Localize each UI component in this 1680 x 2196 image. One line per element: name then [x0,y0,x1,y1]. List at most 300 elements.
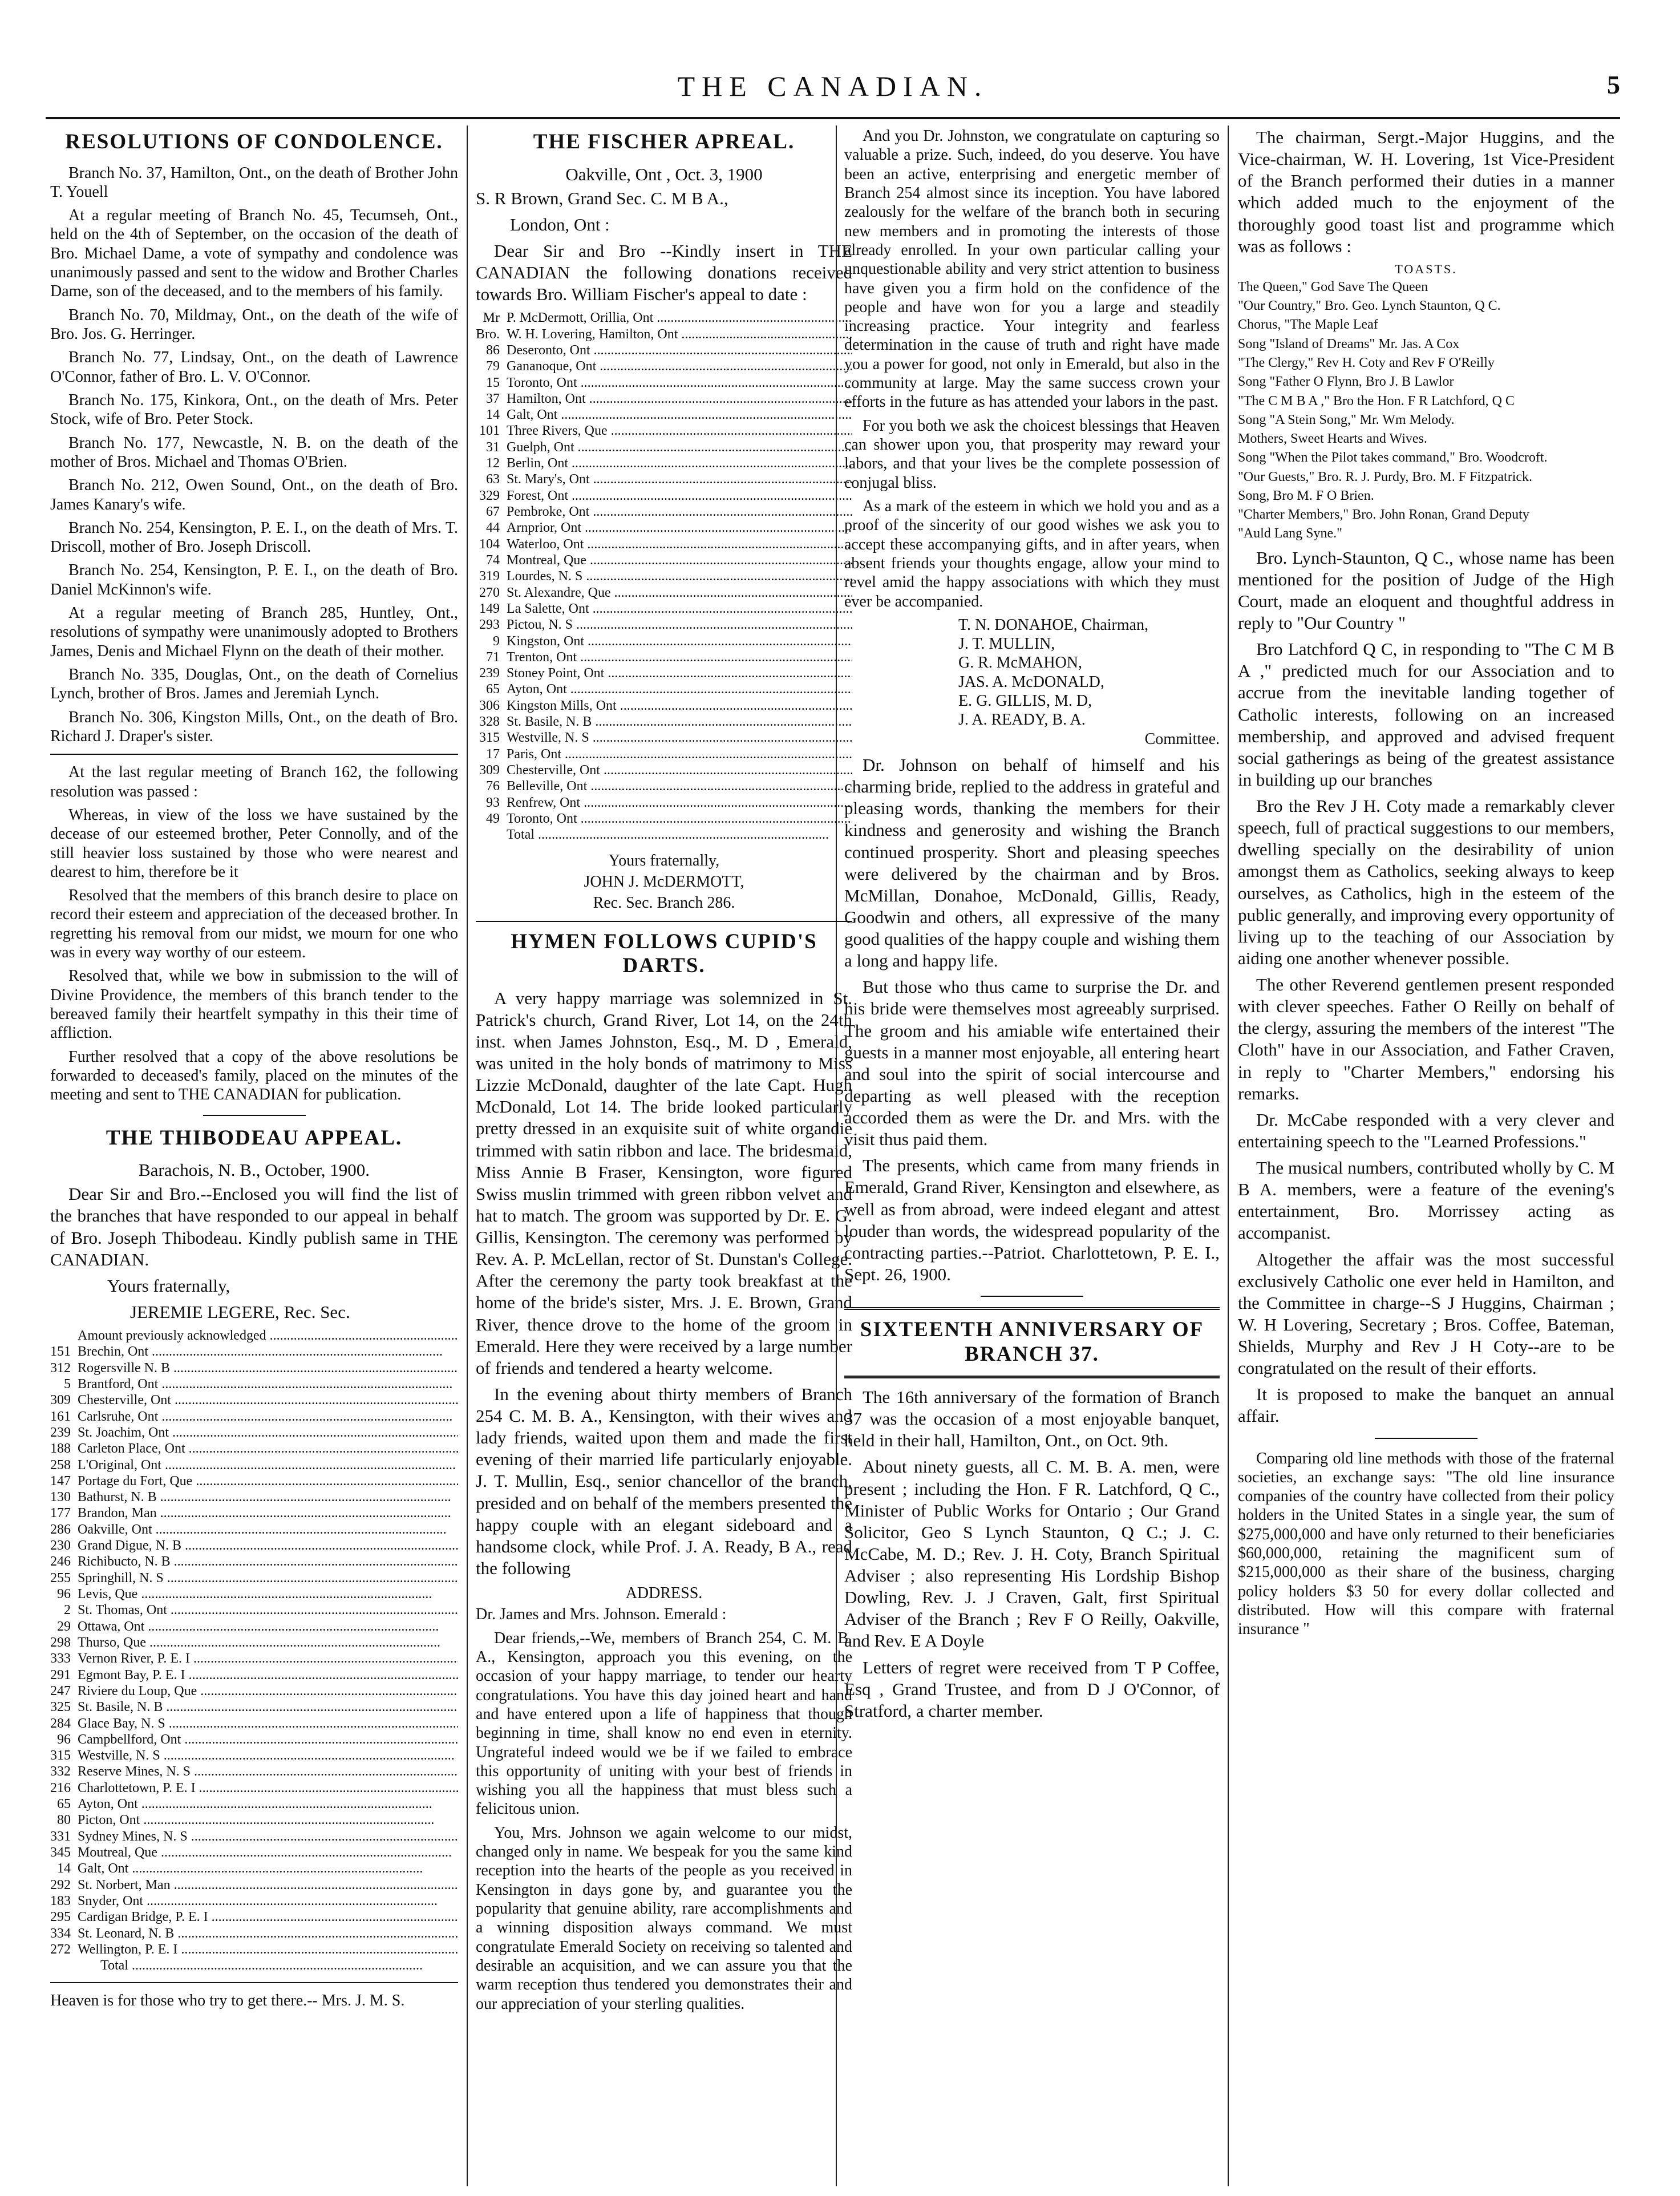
list-item [50,1683,458,1699]
branch-number: 306 [479,698,500,713]
branch-number: 309 [50,1393,71,1408]
list-item [50,1796,458,1812]
list-item [50,1538,458,1554]
list-item [476,488,852,504]
list-item [476,730,852,746]
branch-place: P. McDermott, Orillia, Ont [507,310,654,326]
toasts-label: TOASTS. [1395,261,1458,276]
branch-place: Forest, Ont [507,488,568,503]
branch-number: 312 [50,1360,71,1376]
address-label: ADDRESS. [625,1584,703,1603]
branch-place: Westville, N. S [78,1748,160,1764]
list-item [476,617,852,633]
list-item [476,471,852,487]
branch-place: St. Alexandre, Que [507,585,611,600]
list-item [50,1457,458,1473]
list-item [476,778,852,794]
fischer-heading: THE FISCHER APREAL. [533,130,795,153]
branch-number: 258 [50,1457,71,1473]
branch-place: Galt, Ont [507,407,558,423]
section-rule [50,754,458,755]
branch-place: Carlsruhe, Ont [78,1409,159,1424]
column-divider [467,126,468,2186]
section-rule [476,921,852,922]
condolence-notice: Branch No. 37, Hamilton, Ont., on the death of Brother John T. Youell [50,164,458,201]
list-item [476,795,852,811]
branch-place: Gananoque, Ont [507,359,597,374]
list-item [50,1376,458,1392]
branch-number: Mr [483,310,500,326]
address-salutation: Dr. James and Mrs. Johnson. Emerald : [476,1605,727,1624]
branch-place: Snyder, Ont [78,1893,144,1908]
branch-number: 239 [479,666,500,681]
branch-number: 65 [486,682,500,697]
sixteenth-paragraph: It is proposed to make the banquet an annual affair. [1238,1384,1614,1426]
branch-place: Westville, N. S [507,730,589,746]
branch-place: Richibucto, N. B [78,1554,171,1570]
branch-place: Ayton, Ont [78,1797,138,1812]
list-item [476,681,852,697]
list-item [50,1522,458,1538]
branch-number: 37 [486,391,500,406]
committee-label: Committee. [1144,730,1220,748]
list-item [476,375,852,391]
branch-number: 151 [50,1344,71,1360]
list-item [50,1893,458,1909]
branch-place: Ottawa, Ont [78,1619,145,1634]
hymen-heading: HYMEN FOLLOWS CUPID'S DARTS. [511,929,817,978]
list-item [476,568,852,584]
committee-member: G. R. McMAHON, [958,654,1082,672]
fischer-donation-list [476,310,852,843]
branch-number: 295 [50,1910,71,1925]
fischer-signoff: Yours fraternally, [608,851,720,869]
list-item [50,1619,458,1635]
branch-place: Moutreal, Que [78,1845,157,1861]
branch-number: 2 [64,1603,71,1618]
condolence-notice: At a regular meeting of Branch 285, Huntley, Ont., resolutions of sympathy were unanimously adopted to Brothers James, Denis and Michael Flynn on the death of their mother. [50,604,458,660]
hymen-paragraph: The presents, which came from many friends in Emerald, Grand River, Kensington and elsewhere, as well as from abroad, were indeed elegant and attest louder than words, the widespread popularity of the contracting parties.--Patriot. Charlottetown, P. E. I., Sept. 26, 1900. [844,1155,1220,1284]
list-item [476,423,852,439]
list-item [476,342,852,358]
previous-label: Amount previously acknowledged [78,1328,266,1344]
thibodeau-signoff: Yours fraternally, [107,1275,230,1296]
branch-number: 291 [50,1667,71,1683]
branch-number: 63 [486,472,500,487]
branch-number: 79 [486,359,500,374]
branch-number: 239 [50,1425,71,1440]
toast-item: "Our Guests," Bro. R. J. Purdy, Bro. M. F Fitzpatrick. [1238,469,1533,484]
branch-place: Bathurst, N. B [78,1490,157,1505]
branch-number: 74 [486,552,500,568]
list-item [476,504,852,520]
total-label: Total [100,1958,128,1973]
branch-place: Renfrew, Ont [507,795,581,810]
branch-number: 65 [57,1797,71,1812]
list-item [476,762,852,778]
list-item [476,391,852,407]
toast-list [1238,279,1614,543]
section-rule [50,1982,458,1983]
branch-place: Pictou, N. S [507,617,573,633]
thibodeau-donation-list [50,1328,458,1974]
branch-number: 147 [50,1473,71,1489]
sixteenth-paragraph: Bro. Lynch-Staunton, Q C., whose name has been mentioned for the position of Judge of the High Court, made an eloquent and thoughtful address in reply to "Our Country " [1238,547,1614,633]
branch-place: Lourdes, N. S [507,569,583,584]
branch-place: Glace Bay, N. S [78,1716,165,1731]
branch-place: Arnprior, Ont [507,520,582,536]
branch-place: Brandon, Man [78,1506,157,1521]
branch-place: St. Basile, N. B [507,714,592,730]
list-item [50,1651,458,1667]
branch-place: Kingston Mills, Ont [507,698,617,713]
branch-number: 9 [493,633,500,649]
thibodeau-letter: Dear Sir and Bro.--Enclosed you will find the list of the branches that have responded to our appeal in behalf of Bro. Joseph Thibodeau. Kindly publish same in THE CANADIAN. [50,1184,458,1269]
condolence-notice: Branch No. 254, Kensington, P. E. I., on the death of Mrs. T. Driscoll, mother of Bro. Joseph Driscoll. [50,519,458,556]
section-rule [203,1115,306,1116]
list-total [476,827,852,843]
list-item [476,698,852,714]
fischer-letter: Dear Sir and Bro --Kindly insert in THE CANADIAN the following donations received towards Bro. William Fischer's appeal to date : [476,240,852,305]
list-item [476,649,852,665]
toast-item: "Auld Lang Syne." [1238,526,1342,541]
committee-member: J. A. READY, B. A. [958,711,1086,729]
branch-place: Reserve Mines, N. S [78,1764,191,1780]
branch-place: Charlottetown, P. E. I [78,1780,196,1795]
branch-place: Pembroke, Ont [507,504,590,520]
list-item [50,1602,458,1618]
toast-item: Song "When the Pilot takes command," Bro. Woodcroft. [1238,450,1548,466]
fischer-rows [476,310,852,827]
list-item [50,1441,458,1457]
branch-number: 292 [50,1877,71,1892]
list-item [476,714,852,730]
branch-number: 15 [486,375,500,390]
condolence-notice: Branch No. 306, Kingston Mills, Ont., on the death of Bro. Richard J. Draper's sister. [50,708,458,745]
branch-number: 334 [50,1926,71,1941]
branch-place: Kingston, Ont [507,633,585,649]
condolence-notices [50,164,458,746]
sixteenth-paragraph: About ninety guests, all C. M. B. A. men, were present ; including the Hon. F R. Latchford, Q C., Minister of Public Works for Ontario ; Our Grand Solicitor, Geo S Lynch Staunton, Q C.; J. C. McCabe, M. D.; Rev. J. H. Coty, Branch Spiritual Adviser ; also representing His Lordship Bishop Dowling, Rev. J. J Craven, Galt, first Spiritual Adviser of the Branch ; Rev F O Reilly, Oakville, and Rev. E A Doyle [844,1457,1220,1651]
column-3 [844,127,1220,2186]
branch-place: Grand Digue, N. B [78,1538,181,1554]
list-item [50,1586,458,1602]
branch-number: 315 [479,730,500,746]
branch-place: Portage du Fort, Que [78,1473,193,1489]
branch-place: Chesterville, Ont [78,1393,171,1408]
list-item [476,746,852,762]
list-item [476,407,852,423]
branch-place: Campbellford, Ont [78,1732,181,1747]
list-item [50,1667,458,1683]
sixteenth-heading: SIXTEENTH ANNIVERSARY OF BRANCH 37. [860,1318,1204,1366]
branch-place: Toronto, Ont [507,375,577,390]
branch-place: Brechin, Ont [78,1344,148,1360]
branch-place: Rogersville N. B [78,1360,170,1376]
committee-member: T. N. DONAHOE, Chairman, [958,616,1149,634]
branch-place: Wellington, P. E. I [78,1942,178,1957]
branch-number: 149 [479,601,500,616]
branch-number: 5 [64,1376,71,1392]
branch-number: 329 [479,488,500,503]
branch-place: W. H. Lovering, Hamilton, Ont [507,326,678,342]
list-item [50,1505,458,1521]
address-paragraph: And you Dr. Johnston, we congratulate on capturing so valuable a prize. Such, indeed, do you deserve. You have been an active, enterprising and energetic member of Branch 254 almost since its inception. You have labored zealously for the welfare of the branch both in securing new members and in promoting the interests of those already enrolled. In your own particular calling your unquestionable ability and very strict attention to business have given you a firm hold on the confidence of the people and have won for you a large and steadily increasing practice. Your integrity and fearless determination in the cause of truth and right have made you a power for good, not only in Emerald, but also in the community at large. May the same success crown your efforts in the future as has attended your labors in the past. [844,127,1220,411]
section-rule [1375,1438,1477,1439]
branch-place: Paris, Ont [507,746,561,762]
branch-number: 246 [50,1554,71,1570]
branch-number: 286 [50,1522,71,1537]
section-rule [844,1376,1220,1378]
list-item [50,1877,458,1893]
branch-number: 345 [50,1845,71,1861]
branch-place: Guelph, Ont [507,439,574,455]
branch-number: 331 [50,1829,71,1844]
toast-item: "Charter Members," Bro. John Ronan, Grand Deputy [1238,507,1529,523]
branch-number: 183 [50,1893,71,1908]
branch-number: 17 [486,746,500,762]
list-item [50,1764,458,1780]
branch-place: Waterloo, Ont [507,536,584,552]
condolence-notice: Branch No. 70, Mildmay, Ont., on the death of the wife of Bro. Jos. G. Herringer. [50,306,458,343]
list-item [50,1425,458,1441]
branch-number: 328 [479,714,500,730]
toast-item: Song "Father O Flynn, Bro J. B Lawlor [1238,374,1454,390]
condolence-notice: Branch No. 254, Kensington, P. E. I., on the death of Bro. Daniel McKinnon's wife. [50,561,458,598]
branch-number: 93 [486,795,500,810]
list-item [50,1554,458,1570]
branch-number: 177 [50,1506,71,1521]
hymen-paragraph: Dr. Johnson on behalf of himself and his charming bride, replied to the address in grateful and pleasing words, thanking the members for their kindness and generosity and wishing the Branch continued prosperity. Short and pleasing speeches were delivered by the chairman and by Bros. McMillan, Donahoe, McDonald, Gillis, Ready, Goodwin and others, all expressive of the many good qualities of the happy couple and wishing them a long and happy life. [844,755,1220,971]
list-item [50,1473,458,1489]
toast-item: "The C M B A ," Bro the Hon. F R Latchford, Q C [1238,393,1515,409]
branch-number: Bro. [476,326,500,342]
branch-place: Toronto, Ont [507,811,577,826]
list-item [476,439,852,455]
list-item [476,520,852,536]
branch-number: 14 [57,1861,71,1876]
list-item [50,1829,458,1845]
branch-place: Three Rivers, Que [507,423,608,439]
branch-number: 80 [57,1813,71,1828]
list-item [50,1344,458,1360]
address-paragraph: As a mark of the esteem in which we hold you and as a proof of the sincerity of our good wishes we ask you to accept these accompanying gifts, and in after years, when absent friends your thoughts engage, allow your mind to revel amid the happy associations with which they must ever be accompanied. [844,497,1220,610]
branch-place: Levis, Que [78,1587,138,1602]
branch-number: 315 [50,1748,71,1764]
list-item [476,552,852,568]
branch-number: 44 [486,520,500,536]
resolution-paragraph: At the last regular meeting of Branch 162, the following resolution was passed : [50,763,458,800]
section-rule [844,1307,1220,1310]
list-item [50,1942,458,1958]
branch-number: 270 [479,585,500,600]
list-item [50,1699,458,1715]
branch-number: 255 [50,1570,71,1586]
address-paragraph: For you both we ask the choicest blessings that Heaven can shower upon you, that prosperity may reward your labors, and that your lives be the complete possession of conjugal bliss. [844,416,1220,492]
sixteenth-paragraph: The musical numbers, contributed wholly by C. M B A. members, were a feature of the evening's entertainment, Bro. Morrissey acting as accompanist. [1238,1158,1614,1243]
column-4 [1238,127,1614,2186]
resolution-paragraph: Resolved that the members of this branch desire to place on record their esteem and appreciation of the deceased brother. In regretting his removal from our midst, we mourn for one who was in every way worthy of our esteem. [50,887,458,962]
branch-place: Belleville, Ont [507,779,588,794]
branch-place: La Salette, Ont [507,601,589,616]
condolence-notice: Branch No. 335, Douglas, Ont., on the death of Cornelius Lynch, brother of Bros. James and Jeremiah Lynch. [50,666,458,703]
resolution-paragraph: Resolved that, while we bow in submission to the will of Divine Providence, the members of this branch tender to the bereaved family their heartfelt sympathy in this their time of affliction. [50,967,458,1042]
thibodeau-footer-quote: Heaven is for those who try to get there.-- Mrs. J. M. S. [50,1991,405,2009]
resolution-paragraph: Further resolved that a copy of the above resolutions be forwarded to deceased's family, placed on the minutes of the meeting and sent to THE CANADIAN for publication. [50,1048,458,1104]
sixteenth-paragraph: Altogether the affair was the most successful exclusively Catholic one ever held in Hamilton, and the Committee in charge--S J Huggins, Chairman ; W. H Lovering, Secretary ; Bros. Coffee, Bateman, Shields, Murphy and Rev J H Coty--are to be congratulated on the result of their efforts. [1238,1249,1614,1378]
section-rule [981,1296,1083,1297]
condolence-notice: Branch No. 177, Newcastle, N. B. on the death of the mother of Bros. Michael and Thomas O'Brien. [50,434,458,471]
list-item [50,1845,458,1861]
branch-place: L'Original, Ont [78,1457,161,1473]
branch-number: 104 [479,536,500,552]
branch-place: Cardigan Bridge, P. E. I [78,1910,208,1925]
branch-number: 298 [50,1635,71,1650]
branch-number: 67 [486,504,500,520]
branch-place: Thurso, Que [78,1635,146,1650]
condolence-notice: Branch No. 212, Owen Sound, Ont., on the death of Bro. James Kanary's wife. [50,476,458,513]
list-item [476,358,852,374]
list-item [50,1328,458,1344]
branch-place: St. Joachim, Ont [78,1425,169,1440]
sixteenth-paragraph: Bro the Rev J H. Coty made a remarkably clever speech, full of practical suggestions to our members, dwelling specially on the desirability of union amongst them as Catholics, seeking always to keep ourselves, as Catholics, high in the esteem of the public generally, and improving every opportunity of living up to the teaching of our Association by aiding one another whenever possible. [1238,796,1614,968]
list-item [50,1780,458,1796]
address-paragraph: You, Mrs. Johnson we again welcome to our midst, changed only in name. We bespeak for you the same kind reception into the hearts of the people as you received in Kensington in days gone by, and guarantee you the popularity that genuine ability, rare accomplishments and a winning disposition always command. We must congratulate Emerald Society on receiving so talented and desirable an acquisition, and we can assure you that the warm reception thus tendered you demonstrates their and our appreciation of your sterling qualities. [476,1823,852,2013]
branch-place: St. Mary's, Ont [507,472,590,487]
branch-place: Riviere du Loup, Que [78,1683,197,1698]
branch-place: St. Norbert, Man [78,1877,171,1892]
branch-number: 96 [57,1732,71,1747]
toast-item: Song "A Stein Song," Mr. Wm Melody. [1238,412,1455,427]
branch-place: Deseronto, Ont [507,342,590,358]
branch-number: 230 [50,1538,71,1554]
list-item [50,1909,458,1925]
branch-place: Picton, Ont [78,1813,140,1828]
sixteenth-paragraph: Letters of regret were received from T P Coffee, Esq , Grand Trustee, and from D J O'Connor, of Stratford, a charter member. [844,1657,1220,1721]
list-item [50,1360,458,1376]
list-item [50,1926,458,1942]
list-item [50,1716,458,1732]
branch-number: 293 [479,617,500,633]
thibodeau-heading: THE THIBODEAU APPEAL. [106,1126,403,1150]
fischer-signer-title: Rec. Sec. Branch 286. [593,894,735,912]
list-total [50,1958,458,1973]
branch-place: Chesterville, Ont [507,763,600,778]
branch-number: 14 [486,407,500,423]
branch-number: 101 [479,423,500,439]
toast-item: "Our Country," Bro. Geo. Lynch Staunton, Q C. [1238,298,1501,314]
thibodeau-rows [50,1344,458,1958]
list-item [476,310,852,326]
branch-place: Brantford, Ont [78,1376,159,1392]
condolence-heading: RESOLUTIONS OF CONDOLENCE. [65,130,443,153]
address-paragraph: Dear friends,--We, members of Branch 254, C. M. B. A., Kensington, approach you this evening, on the occasion of your happy marriage, to tender our hearty congratulations. You have this day joined heart and hand and have entered upon a life of happiness that though beginning in time, shall know no end even in eternity. Ungrateful indeed would we be if we failed to embrace this opportunity of uniting with your best of friends in wishing you all the happiness that must bless such a felicitous union. [476,1629,852,1818]
branch-place: Ayton, Ont [507,682,567,697]
branch-place: Trenton, Ont [507,649,577,665]
branch-place: Oakville, Ont [78,1522,152,1537]
committee-member: E. G. GILLIS, M. D, [958,692,1092,710]
total-label: Total [507,827,535,843]
committee-member: JAS. A. McDONALD, [958,673,1104,691]
branch-place: St. Basile, N. B [78,1700,163,1715]
thibodeau-signer: JEREMIE LEGERE, Rec. Sec. [130,1301,350,1322]
list-item [50,1392,458,1408]
branch-number: 71 [486,649,500,665]
branch-place: St. Leonard, N. B [78,1926,175,1941]
list-item [50,1570,458,1586]
committee-signatures [844,616,1220,749]
list-item [476,326,852,342]
column-divider [1228,126,1229,2186]
condolence-notice: Branch No. 175, Kinkora, Ont., on the death of Mrs. Peter Stock, wife of Bro. Peter Stock. [50,391,458,428]
branch-number: 216 [50,1780,71,1795]
list-item [476,633,852,649]
newspaper-title: THE CANADIAN. [677,70,989,102]
branch-number: 130 [50,1490,71,1505]
branch-place: Vernon River, P. E. I [78,1651,191,1667]
branch-number: 96 [57,1587,71,1602]
branch-number: 12 [486,456,500,471]
toast-item: Song "Island of Dreams" Mr. Jas. A Cox [1238,336,1460,351]
column-2 [476,127,852,2186]
hymen-paragraph: A very happy marriage was solemnized in St. Patrick's church, Grand River, Lot 14, on the 24th inst. when James Johnston, Esq., M. D , Emerald, was united in the holy bonds of matrimony to Miss Lizzie McDonald, daughter of the late Capt. Hugh McDonald, Lot 14. The bride looked particularly pretty dressed in an exquisite suit of white organdie trimmed with satin ribbon and lace. The bridesmaid, Miss Annie B Fraser, Kensington, wore figured Swiss muslin trimmed with green ribbon velvet and hat to match. The groom was supported by Dr. E. G. Gillis, Kensington. The ceremony was performed by Rev. A. P. McLellan, rector of St. Dunstan's College. After the ceremony the party took breakfast at the home of the bride's sister, Mrs. J. E. Brown, Grand River, thence drove to the home of the groom in Emerald. Here they were received by a large number of friends and tendered a hearty welcome. [476,988,852,1378]
condolence-notice: Branch No. 77, Lindsay, Ont., on the death of Lawrence O'Connor, father of Bro. L. V. O'Connor. [50,349,458,386]
branch-place: Egmont Bay, P. E. I [78,1667,185,1683]
branch-number: 319 [479,569,500,584]
sixteenth-paragraph: Dr. McCabe responded with a very clever and entertaining speech to the "Learned Professions." [1238,1109,1614,1151]
branch-number: 332 [50,1764,71,1780]
fischer-signer: JOHN J. McDERMOTT, [584,872,744,891]
branch-place: St. Thomas, Ont [78,1603,167,1618]
list-item [476,665,852,681]
branch-number: 76 [486,779,500,794]
list-item [476,536,852,552]
masthead-rule [46,117,1620,119]
condolence-notice: At a regular meeting of Branch No. 45, Tecumseh, Ont., held on the 4th of September, on the occasion of the death of Bro. Michael Dame, a vote of sympathy and condolence was unanimously passed and sent to the widow and Brother Charles Dame, son of the deceased, and to the members of his family. [50,207,458,301]
list-item [50,1489,458,1505]
list-item [50,1748,458,1764]
column-1 [50,127,458,2186]
branch-number: 272 [50,1942,71,1957]
fischer-addressee: S. R Brown, Grand Sec. C. M B A., [476,188,728,208]
branch-number: 49 [486,811,500,826]
list-item [476,455,852,471]
list-item [50,1732,458,1748]
sixteenth-paragraph: The 16th anniversary of the formation of Branch 37 was the occasion of a most enjoyable banquet, held in their hall, Hamilton, Ont., on Oct. 9th. [844,1387,1220,1451]
masthead [46,70,1620,104]
branch-number: 29 [57,1619,71,1634]
branch-number: 86 [486,342,500,358]
list-item [50,1812,458,1828]
thibodeau-dateline: Barachois, N. B., October, 1900. [138,1160,370,1180]
branch-number: 247 [50,1683,71,1698]
toast-item: Mothers, Sweet Hearts and Wives. [1238,431,1427,447]
branch-place: Stoney Point, Ont [507,666,605,681]
sixteenth-paragraph: Bro Latchford Q C, in responding to "The C M B A ," predicted much for our Association and to accrue from the inevitable landing together of Catholic interests, following on an increased membership, and approved and advised frequent social gatherings as being of the greatest assistance in building up our branches [1238,639,1614,790]
sixteenth-paragraph: The other Reverend gentlemen present responded with clever speeches. Father O Reilly on behalf of the clergy, assuring the members of the interest "The Cloth" have in our Association, and Father Craven, in reply to "Charter Members," endorsing his remarks. [1238,974,1614,1103]
resolution-paragraph: Whereas, in view of the loss we have sustained by the decease of our esteemed brother, Peter Connolly, and of the still heavier loss sustained by those who were nearest and dearest to him, therefore be it [50,806,458,881]
sixteenth-paragraph: The chairman, Sergt.-Major Huggins, and the Vice-chairman, W. H. Lovering, 1st Vice-President of the Branch performed their duties in a manner which added much to the enjoyment of the thoroughly good toast list and programme which was as follows : [1238,127,1614,256]
committee-member: J. T. MULLIN, [958,635,1055,653]
branch-number: 333 [50,1651,71,1667]
branch-number: 161 [50,1409,71,1424]
branch-place: Galt, Ont [78,1861,129,1876]
branch-number: 284 [50,1716,71,1731]
fischer-addressee-city: London, Ont : [510,214,610,234]
toast-item: Chorus, "The Maple Leaf [1238,317,1378,333]
list-item [50,1861,458,1876]
branch-number: 188 [50,1441,71,1457]
